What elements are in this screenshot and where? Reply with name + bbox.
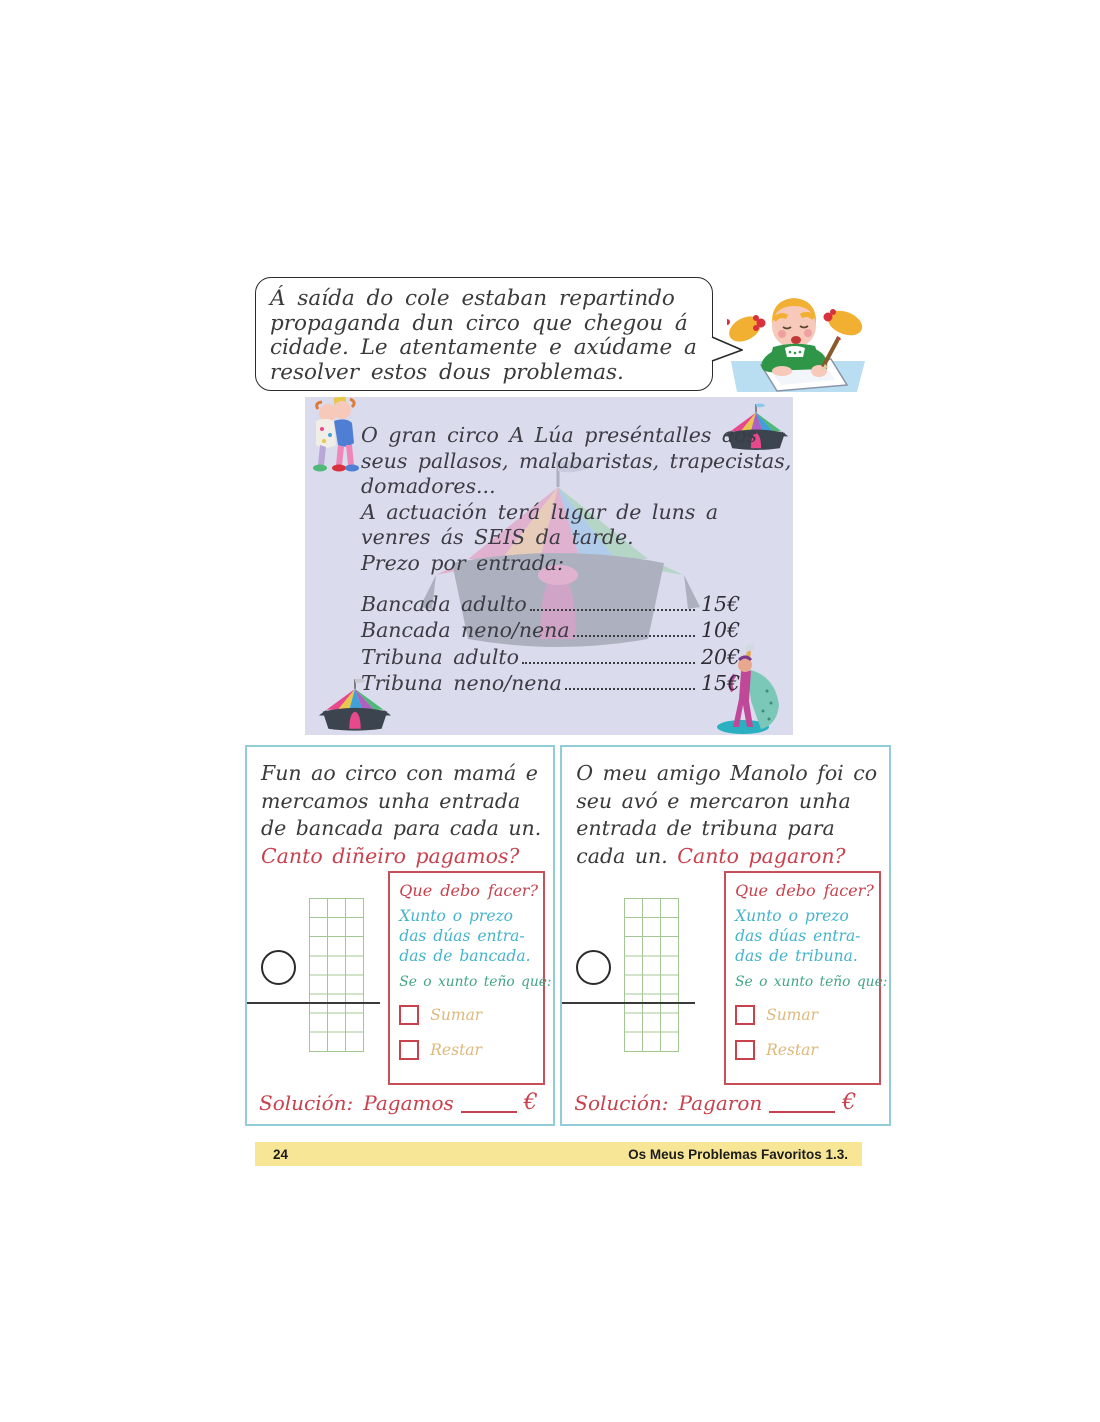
price-row [361, 589, 745, 616]
option-row-sumar [735, 1005, 872, 1025]
problems-section [245, 745, 888, 1126]
dotted-leader [522, 662, 695, 664]
price-value: 20€ [701, 644, 741, 669]
option-label: Sumar [430, 1006, 483, 1024]
help-title: Que debo facer? [399, 881, 539, 900]
question-line [576, 843, 877, 871]
hint-line: das dúas entra- [735, 927, 861, 945]
work-area [261, 876, 552, 1090]
help-box [388, 871, 552, 1085]
checkbox-restar[interactable] [399, 1040, 419, 1060]
problem-box-2 [560, 745, 891, 1126]
solution-word: Pagamos [363, 1091, 454, 1115]
help-box [724, 871, 888, 1085]
price-label: Tribuna adulto [361, 644, 519, 669]
hint-line: das de tribuna. [735, 947, 858, 965]
price-label: Tribuna neno/nena [361, 671, 562, 695]
price-value: 10€ [701, 618, 741, 642]
flyer-line: venres ás SEIS da tarde. [361, 525, 634, 549]
euro-symbol: € [523, 1090, 538, 1115]
statement-line: Fun ao circo con mamá e [261, 761, 538, 785]
statement-line: mercamos unha entrada [261, 788, 521, 813]
statement-line: entrada de tribuna para [576, 816, 835, 840]
speech-bubble-tail [711, 335, 743, 363]
option-label: Restar [430, 1041, 482, 1059]
option-label: Sumar [766, 1006, 819, 1024]
statement-line: de bancada para cada un. [261, 816, 542, 840]
dotted-leader [573, 635, 695, 637]
solution-label: Solución: [574, 1091, 669, 1115]
flyer-line: O gran circo A Lúa preséntalles aos [361, 423, 757, 447]
option-row-sumar [399, 1005, 536, 1025]
question-text: Canto diñeiro pagamos? [261, 843, 520, 868]
speech-line: propaganda dun circo que chegou á [270, 310, 688, 336]
statement-line: O meu amigo Manolo foi co [576, 761, 878, 785]
price-value: 15€ [701, 671, 741, 695]
speech-line: resolver estos dous problemas. [270, 359, 624, 385]
solution-label: Solución: [259, 1091, 354, 1115]
speech-bubble [255, 277, 713, 391]
price-list [361, 589, 745, 695]
page-number: 24 [273, 1146, 289, 1162]
price-label: Bancada adulto [361, 591, 527, 616]
operation-sign-circle[interactable] [261, 950, 296, 985]
hint-line: das dúas entra- [399, 927, 525, 945]
checkbox-sumar[interactable] [399, 1005, 419, 1025]
help-condition: Se o xunto teño que: [399, 974, 552, 990]
flyer-line: A actuación terá lugar de luns a [361, 499, 719, 524]
solution-row [259, 1090, 538, 1115]
help-condition: Se o xunto teño que: [735, 974, 888, 990]
book-title: Os Meus Problemas Favoritos 1.3. [628, 1146, 848, 1162]
price-value: 15€ [701, 591, 741, 616]
dotted-leader [530, 609, 695, 611]
speech-line: Á saída do cole estaban repartindo [270, 286, 675, 311]
statement-line: seu avó e mercaron unha [576, 788, 851, 813]
hint-line: Xunto o prezo [399, 907, 514, 925]
calculation-grid[interactable] [624, 898, 679, 1052]
help-title: Que debo facer? [735, 881, 874, 900]
solution-word: Pagaron [678, 1091, 763, 1115]
flyer-line: seus pallasos, malabaristas, trapecistas, [361, 448, 792, 473]
solution-row [574, 1090, 856, 1115]
flyer-text [305, 397, 793, 576]
hint-line: das de bancada. [399, 947, 531, 965]
question-prefix: cada un. [576, 843, 668, 868]
speech-line: cidade. Le atentamente e axúdame a [270, 335, 697, 360]
checkbox-restar[interactable] [735, 1040, 755, 1060]
question-line [261, 843, 541, 871]
price-label: Bancada neno/nena [361, 618, 570, 642]
solution-blank[interactable] [461, 1093, 517, 1113]
problem-box-1 [245, 745, 555, 1126]
work-area [576, 876, 888, 1090]
girl-writing-illustration [727, 291, 867, 393]
hint-line: Xunto o prezo [735, 907, 849, 925]
checkbox-sumar[interactable] [735, 1005, 755, 1025]
dotted-leader [565, 688, 695, 690]
operation-result-line [247, 1002, 380, 1004]
question-text: Canto pagaron? [677, 843, 846, 868]
solution-blank[interactable] [769, 1093, 835, 1113]
price-row [361, 616, 745, 643]
flyer-line: domadores... [361, 474, 496, 498]
operation-result-line [562, 1002, 695, 1004]
option-row-restar [399, 1040, 536, 1060]
option-label: Restar [766, 1041, 818, 1059]
operation-sign-circle[interactable] [576, 950, 611, 985]
footer-bar [255, 1142, 862, 1166]
option-row-restar [735, 1040, 872, 1060]
euro-symbol: € [842, 1090, 857, 1115]
circus-flyer [305, 397, 793, 735]
intro-section [255, 277, 865, 395]
price-row [361, 669, 745, 696]
flyer-line: Prezo por entrada: [361, 550, 565, 575]
price-row [361, 642, 745, 669]
calculation-grid[interactable] [309, 898, 364, 1052]
